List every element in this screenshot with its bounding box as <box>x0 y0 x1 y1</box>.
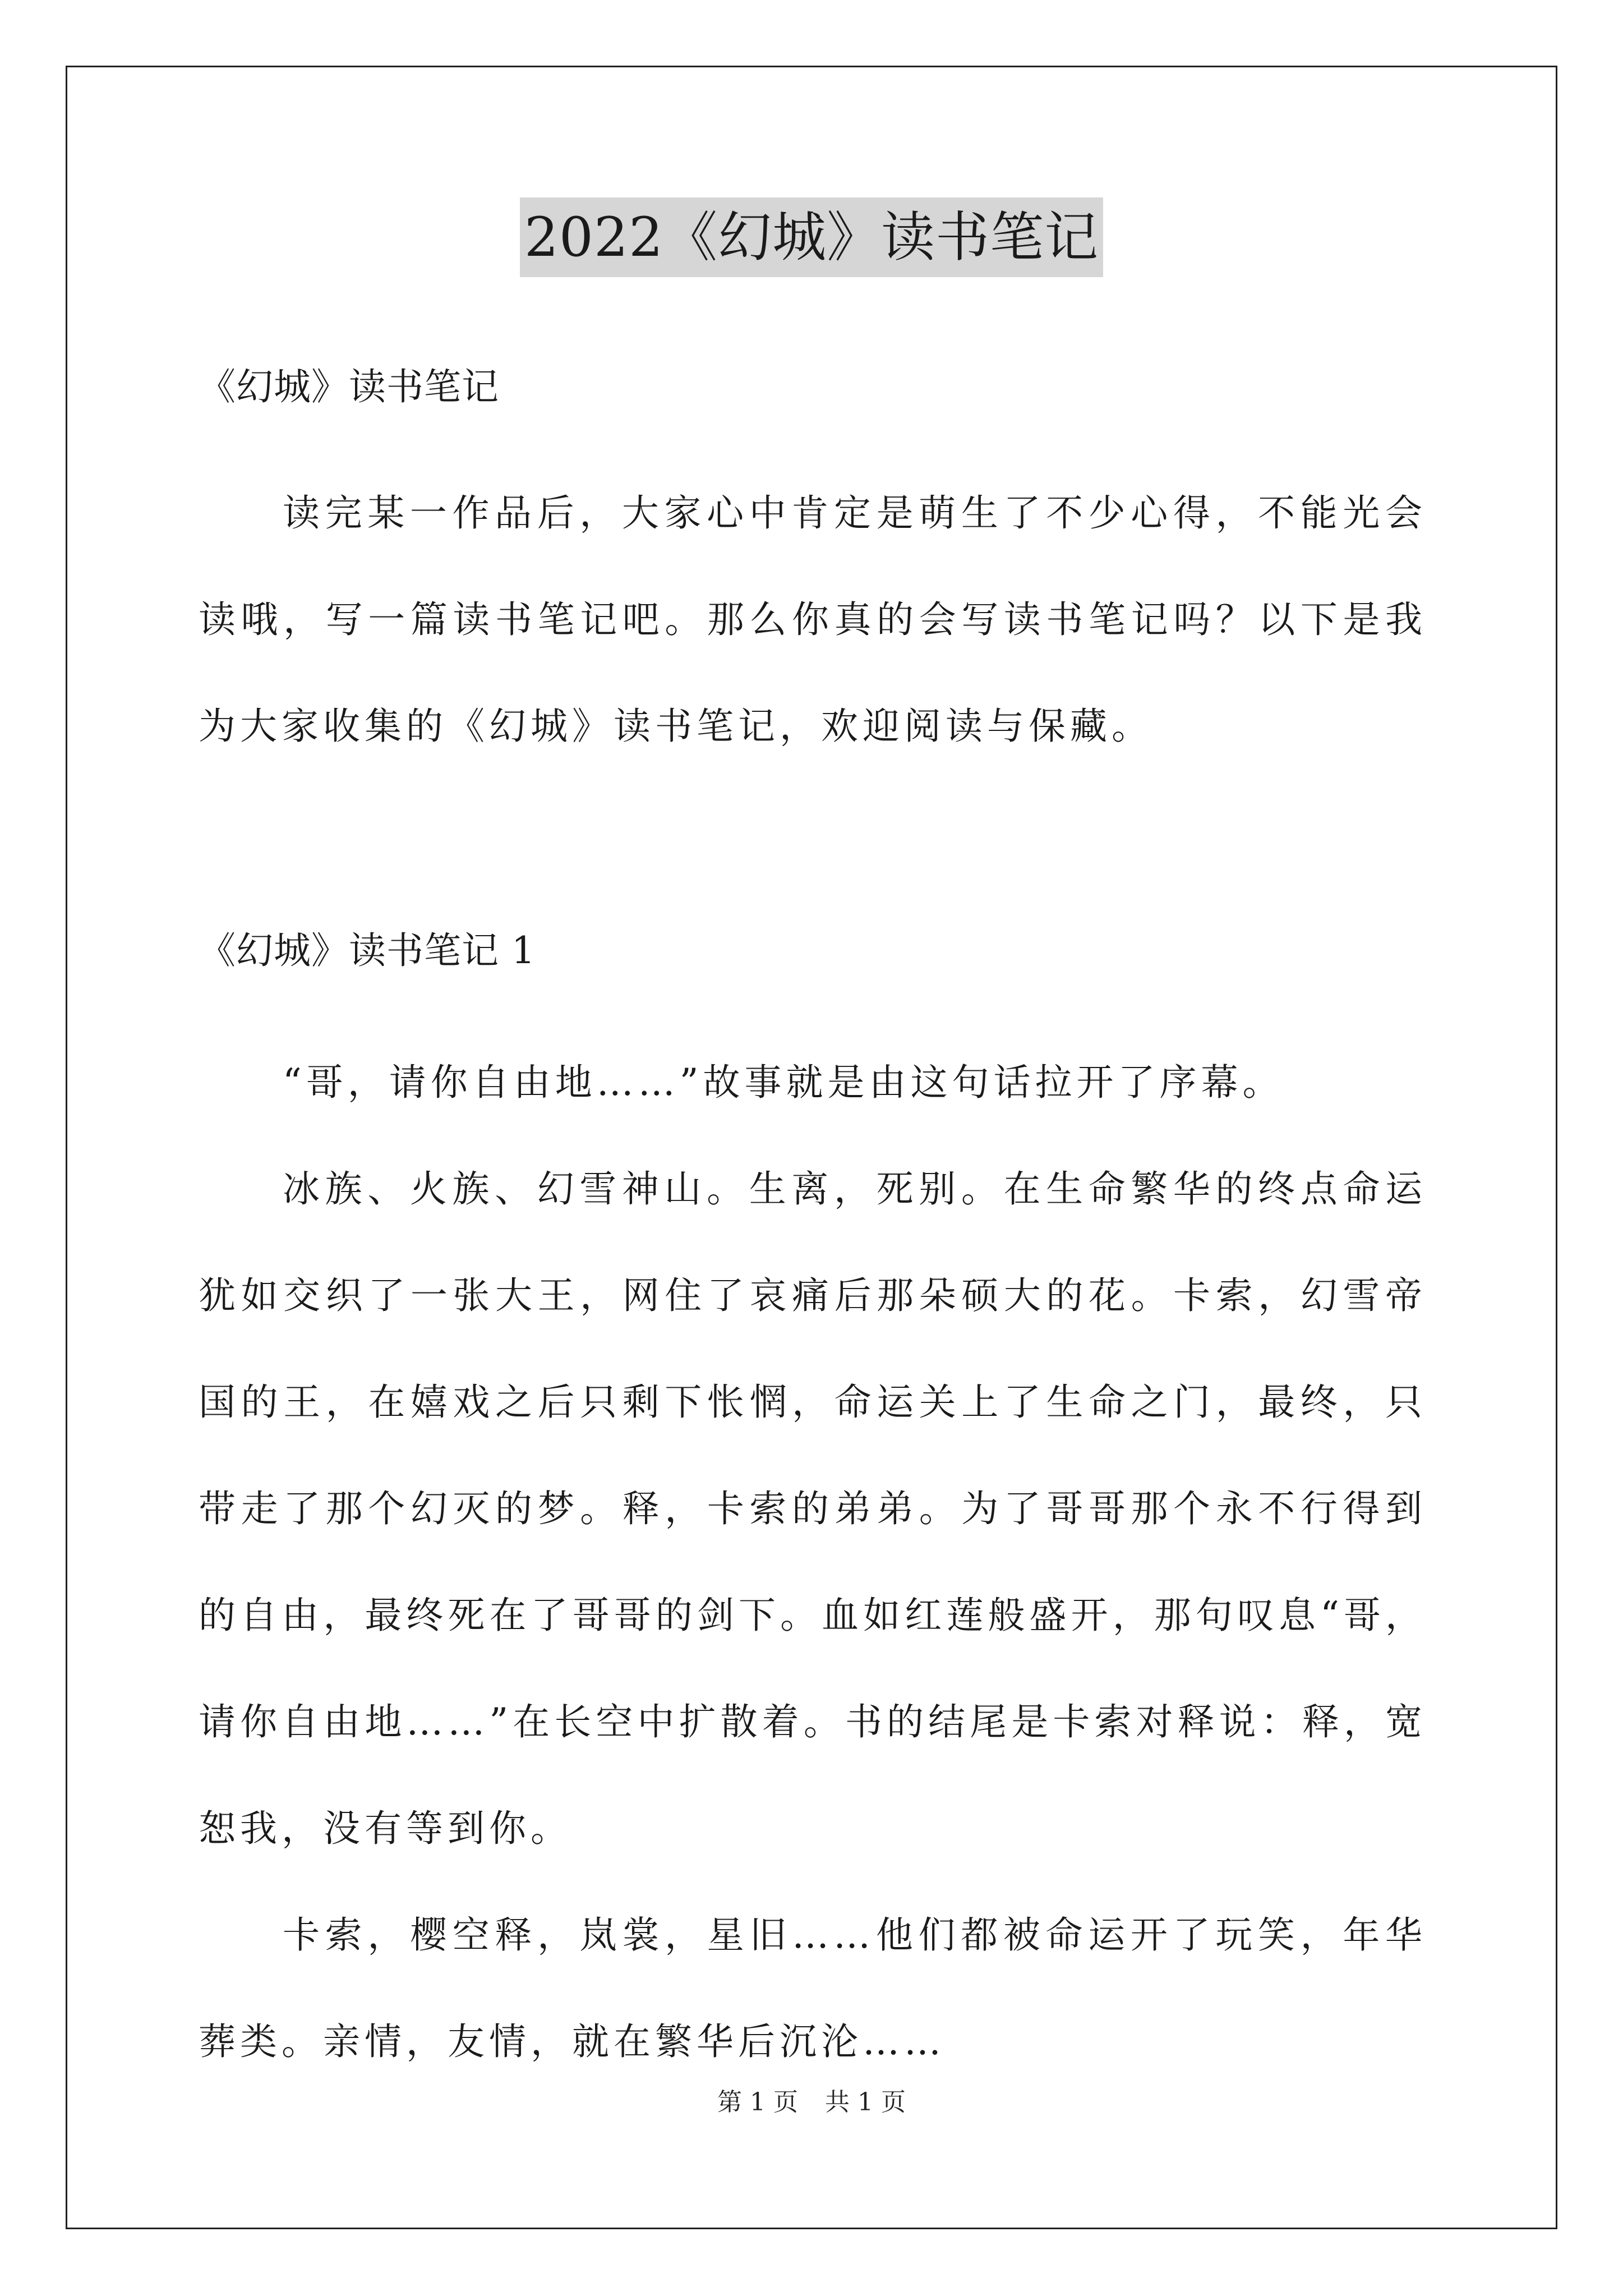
document-title-text: 2022《幻城》读书笔记 <box>520 197 1103 277</box>
intro-paragraph: 读完某一作品后，大家心中肯定是萌生了不少心得，不能光会读哦，写一篇读书笔记吧。那么你真的会写读书笔记吗？以下是我为大家收集的《幻城》读书笔记，欢迎阅读与保藏。 <box>199 491 1427 748</box>
spacer <box>199 979 1427 1029</box>
document-body <box>199 359 1427 2095</box>
body-paragraph: 冰族、火族、幻雪神山。生离，死别。在生命繁华的终点命运犹如交织了一张大王，网住了哀痛后那朵硕大的花。卡索，幻雪帝国的王，在嬉戏之后只剩下怅惘，命运关上了生命之门，最终，只带走了那个幻灭的梦。释，卡索的弟弟。为了哥哥那个永不行得到的自由，最终死在了哥哥的剑下。血如红莲般盛开，那句叹息“哥，请你自由地……”在长空中扩散着。书的结尾是卡索对释说：释，宽恕我，没有等到你。 <box>199 1167 1427 1850</box>
document-title <box>0 197 1623 277</box>
intro-heading: 《幻城》读书笔记 <box>199 365 499 408</box>
spacer <box>199 780 1427 923</box>
body-paragraph: “哥，请你自由地……”故事就是由这句话拉开了序幕。 <box>283 1061 1284 1104</box>
page-total: 共 1 页 <box>825 2088 906 2116</box>
page-footer <box>0 2086 1623 2119</box>
spacer <box>199 415 1427 460</box>
section-heading: 《幻城》读书笔记 1 <box>199 929 536 972</box>
body-paragraph: 卡索，樱空释，岚裳，星旧……他们都被命运开了玩笑，年华葬类。亲情，友情，就在繁华后沉沦…… <box>199 1913 1427 2063</box>
page-number: 第 1 页 <box>717 2088 798 2116</box>
